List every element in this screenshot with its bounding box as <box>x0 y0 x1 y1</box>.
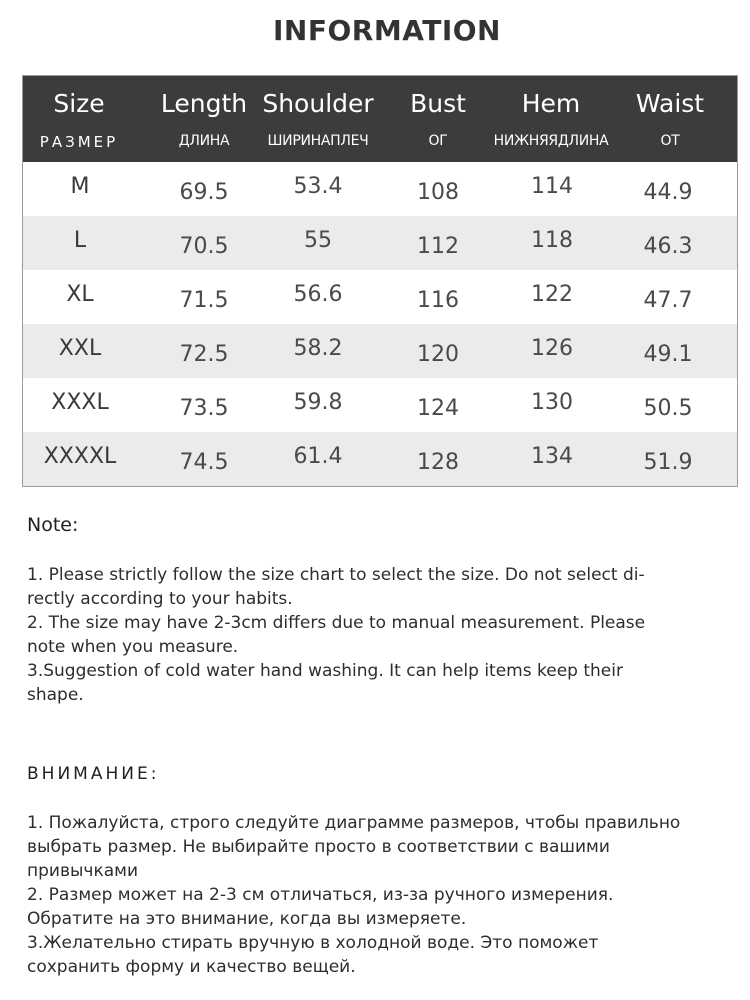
header-hem-en: Hem <box>521 89 581 118</box>
cell-size: XXL <box>58 336 102 361</box>
header-length-en: Length <box>160 89 248 118</box>
cell-size: M <box>70 174 90 199</box>
cell-size: XXXXL <box>43 444 117 469</box>
cell-length: 72.5 <box>179 342 229 367</box>
page-title: INFORMATION <box>273 14 501 47</box>
header-shoulder-ru: ШИРИНАПЛЕЧ <box>267 133 369 149</box>
note-text-ru <box>27 811 727 979</box>
cell-bust: 124 <box>417 396 459 421</box>
note-line: 2. The size may have 2-3cm differs due to manual measurement. Please <box>27 613 646 633</box>
note-line: выбрать размер. Не выбирайте просто в соответствии с вашими <box>27 837 610 857</box>
cell-length: 71.5 <box>179 288 229 313</box>
cell-waist: 47.7 <box>643 288 693 313</box>
table-row <box>23 378 738 432</box>
cell-bust: 120 <box>417 342 459 367</box>
note-line: 1. Пожалуйста, строго следуйте диаграмме размеров, чтобы правильно <box>27 813 681 833</box>
cell-waist: 50.5 <box>643 396 693 421</box>
note-line: shape. <box>27 685 84 705</box>
table-row <box>23 432 738 486</box>
cell-waist: 44.9 <box>643 180 693 205</box>
cell-size: L <box>73 228 87 253</box>
table-row <box>23 162 738 216</box>
cell-hem: 122 <box>531 282 573 307</box>
table-row <box>23 216 738 270</box>
table-header <box>23 76 738 162</box>
header-shoulder-en: Shoulder <box>262 89 374 118</box>
table-row <box>23 270 738 324</box>
note-line: привычками <box>27 861 138 881</box>
note-line: rectly according to your habits. <box>27 589 293 609</box>
cell-bust: 116 <box>417 288 459 313</box>
header-size-ru: РАЗМЕР <box>39 133 119 151</box>
header-waist-ru: ОТ <box>660 133 680 149</box>
note-line: 3.Suggestion of cold water hand washing. It can help items keep their <box>27 661 623 681</box>
cell-shoulder: 58.2 <box>293 336 343 361</box>
cell-bust: 128 <box>417 450 459 475</box>
header-bust-ru: ОГ <box>428 133 448 149</box>
header-waist-en: Waist <box>635 89 705 118</box>
cell-hem: 130 <box>531 390 573 415</box>
note-line: сохранить форму и качество вещей. <box>27 957 356 977</box>
header-bust-en: Bust <box>410 89 466 118</box>
cell-shoulder: 61.4 <box>293 444 343 469</box>
cell-size: XL <box>66 282 94 307</box>
cell-hem: 114 <box>531 174 573 199</box>
cell-bust: 108 <box>417 180 459 205</box>
header-size-en: Size <box>53 89 105 118</box>
cell-hem: 118 <box>531 228 573 253</box>
note-line: note when you measure. <box>27 637 239 657</box>
cell-shoulder: 55 <box>304 228 332 253</box>
cell-waist: 49.1 <box>643 342 693 367</box>
cell-size: XXXL <box>51 390 109 415</box>
cell-length: 74.5 <box>179 450 229 475</box>
cell-hem: 134 <box>531 444 573 469</box>
header-hem-ru: НИЖНЯЯДЛИНА <box>493 133 609 149</box>
cell-shoulder: 53.4 <box>293 174 343 199</box>
cell-hem: 126 <box>531 336 573 361</box>
cell-length: 70.5 <box>179 234 229 259</box>
cell-shoulder: 56.6 <box>293 282 343 307</box>
cell-waist: 46.3 <box>643 234 693 259</box>
size-chart-table <box>22 75 738 487</box>
cell-shoulder: 59.8 <box>293 390 343 415</box>
header-length-ru: ДЛИНА <box>178 133 230 149</box>
note-text-en <box>27 563 727 707</box>
note-line: Обратите на это внимание, когда вы измеряете. <box>27 909 467 929</box>
cell-waist: 51.9 <box>643 450 693 475</box>
cell-length: 69.5 <box>179 180 229 205</box>
cell-length: 73.5 <box>179 396 229 421</box>
cell-bust: 112 <box>417 234 459 259</box>
note-line: 2. Размер может на 2-3 см отличаться, из-за ручного измерения. <box>27 885 614 905</box>
note-heading: Note: <box>27 514 79 536</box>
table-row <box>23 324 738 378</box>
note-line: 3.Желательно стирать вручную в холодной воде. Это поможет <box>27 933 599 953</box>
attention-heading: ВНИМАНИЕ: <box>27 764 160 784</box>
note-line: 1. Please strictly follow the size chart to select the size. Do not select di- <box>27 565 645 585</box>
